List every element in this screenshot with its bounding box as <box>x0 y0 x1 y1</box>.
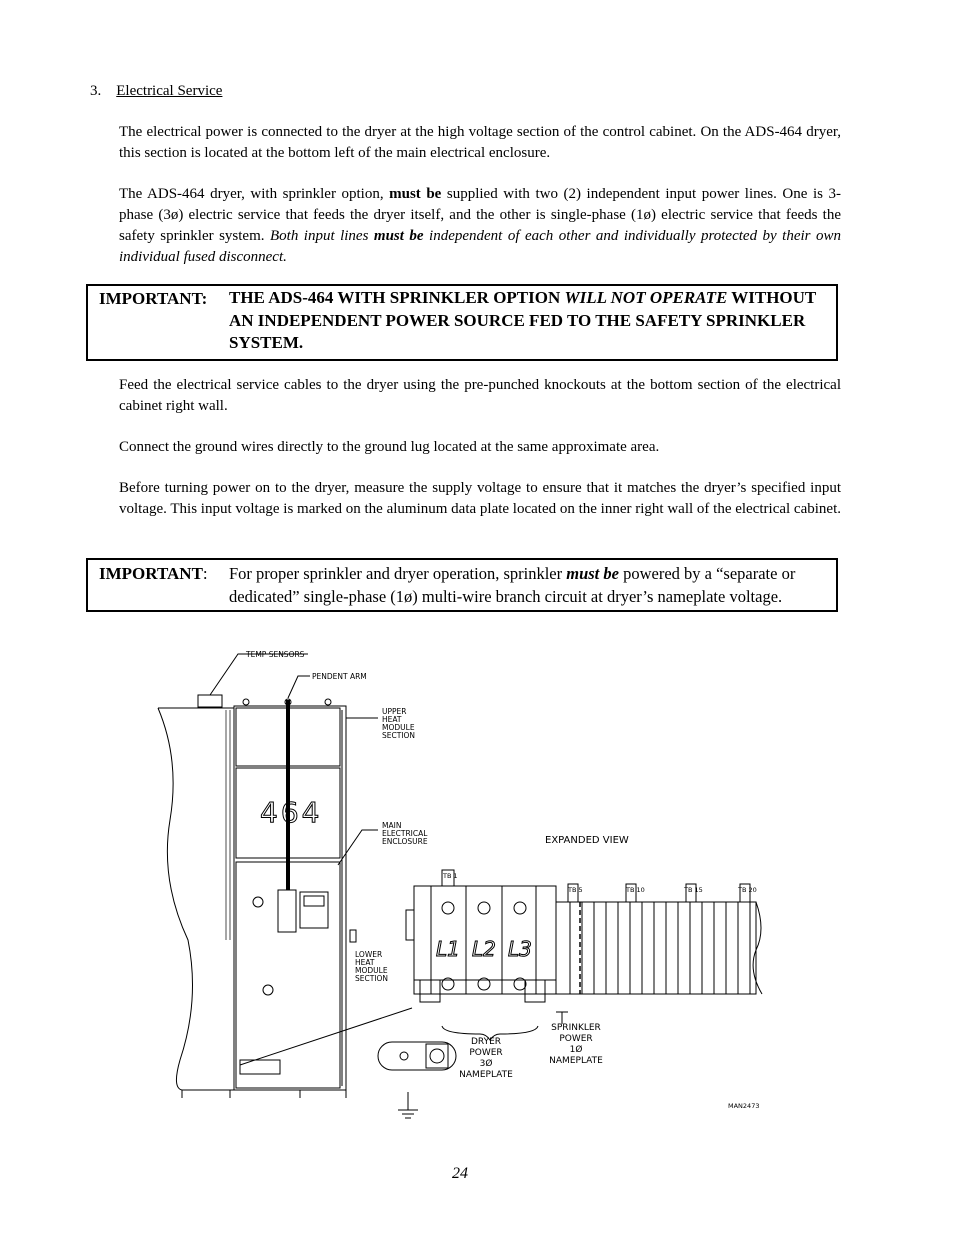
label-dryer-power-2: POWER <box>469 1048 503 1058</box>
label-l2: L2 <box>472 937 496 961</box>
page-number: 24 <box>452 1165 468 1182</box>
label-sprinkler-power-3: 1Ø <box>569 1045 583 1055</box>
label-tb15: TB 15 <box>684 886 703 894</box>
important-box-2 <box>86 558 838 612</box>
label-sprinkler-power-4: NAMEPLATE <box>549 1056 603 1066</box>
label-lower-heat-2: HEAT <box>355 958 375 967</box>
label-tb1: TB 1 <box>443 872 458 880</box>
important1-text-a: THE ADS-464 WITH SPRINKLER OPTION <box>229 288 565 307</box>
label-tb5: TB 5 <box>568 886 583 894</box>
important2-colon: : <box>202 564 208 583</box>
important2-label-text: IMPORTANT <box>99 564 203 583</box>
important-box-1 <box>86 284 838 361</box>
label-dryer-power-3: 3Ø <box>479 1059 493 1069</box>
label-upper-heat-3: MODULE <box>382 723 415 732</box>
label-expanded-view: EXPANDED VIEW <box>545 835 629 846</box>
label-main-electrical-1: MAIN <box>382 821 402 830</box>
paragraph-ground-wires: Connect the ground wires directly to the ground lug located at the same approximate area. <box>119 439 660 455</box>
important2-text-c: powered by a “separate or dedicated” single-phase (1ø) multi-wire branch circuit at dryer’s nameplate voltage. <box>229 564 796 606</box>
paragraph-power-connection: The electrical power is connected to the dryer at the high voltage section of the control cabinet. On the ADS-464 dryer, this section is located at the bottom left of the main electrical enclosure. <box>119 124 841 161</box>
important-label-1: IMPORTANT: <box>99 289 208 308</box>
label-dryer-power-1: DRYER <box>470 1037 502 1047</box>
label-temp-sensors: TEMP SENSORS <box>246 650 305 659</box>
label-drawing-code: MAN2473 <box>728 1102 760 1110</box>
label-tb10: TB 10 <box>626 886 645 894</box>
wiring-diagram <box>150 640 780 1130</box>
para2-emphasis-must-be-2: must be <box>373 228 424 244</box>
label-l1: L1 <box>436 937 460 961</box>
label-sprinkler-power-2: POWER <box>559 1034 593 1044</box>
label-l3: L3 <box>508 937 532 961</box>
label-lower-heat-4: SECTION <box>355 974 389 983</box>
important2-must-be: must be <box>566 564 619 583</box>
label-lower-heat-3: MODULE <box>355 966 388 975</box>
label-main-electrical-2: ELECTRICAL <box>382 829 428 838</box>
para2-text-c: supplied with two (2) independent input power lines. One is 3-phase (3ø) electric service that feeds the dryer itself, and the other is single-phase (1ø) electric service that feeds the safety sprinkler system. <box>119 186 841 244</box>
paragraph-measure-voltage: Before turning power on to the dryer, measure the supply voltage to ensure that it matches the dryer’s specified input voltage. This input voltage is marked on the aluminum data plate located on the inner right wall of the electrical cabinet. <box>119 480 841 517</box>
paragraph-feed-cables: Feed the electrical service cables to the dryer using the pre-punched knockouts at the bottom section of the electrical cabinet right wall. <box>119 377 841 414</box>
section-title: Electrical Service <box>116 83 223 99</box>
important1-text-c: WITHOUT AN INDEPENDENT POWER SOURCE FED TO THE SAFETY SPRINKLER SYSTEM. <box>229 288 816 352</box>
label-upper-heat-4: SECTION <box>382 731 416 740</box>
label-sprinkler-power-1: SPRINKLER <box>551 1023 601 1033</box>
para2-italic-d: Both input lines <box>269 228 374 244</box>
important-text-2 <box>229 563 839 608</box>
important-text-1 <box>229 287 829 355</box>
model-number: 464 <box>260 796 323 829</box>
section-heading <box>90 81 222 102</box>
para2-emphasis-must-be: must be <box>389 186 442 202</box>
label-lower-heat-1: LOWER <box>355 950 383 959</box>
label-upper-heat-2: HEAT <box>382 715 402 724</box>
important1-will-not-operate: WILL NOT OPERATE <box>564 288 728 307</box>
paragraph-input-lines <box>119 184 841 268</box>
section-number: 3. <box>90 83 102 99</box>
para2-italic-f: independent of each other and individually protected by their own individual fused disconnect. <box>119 228 841 265</box>
label-main-electrical-3: ENCLOSURE <box>382 837 428 846</box>
important2-text-a: For proper sprinkler and dryer operation, sprinkler <box>229 564 567 583</box>
label-tb20: TB 20 <box>738 886 757 894</box>
para2-text-a: The ADS-464 dryer, with sprinkler option, <box>119 186 390 202</box>
label-dryer-power-4: NAMEPLATE <box>459 1070 513 1080</box>
label-pendent-arm: PENDENT ARM <box>312 672 367 681</box>
label-upper-heat-1: UPPER <box>382 707 407 716</box>
important-label-2 <box>99 564 208 584</box>
